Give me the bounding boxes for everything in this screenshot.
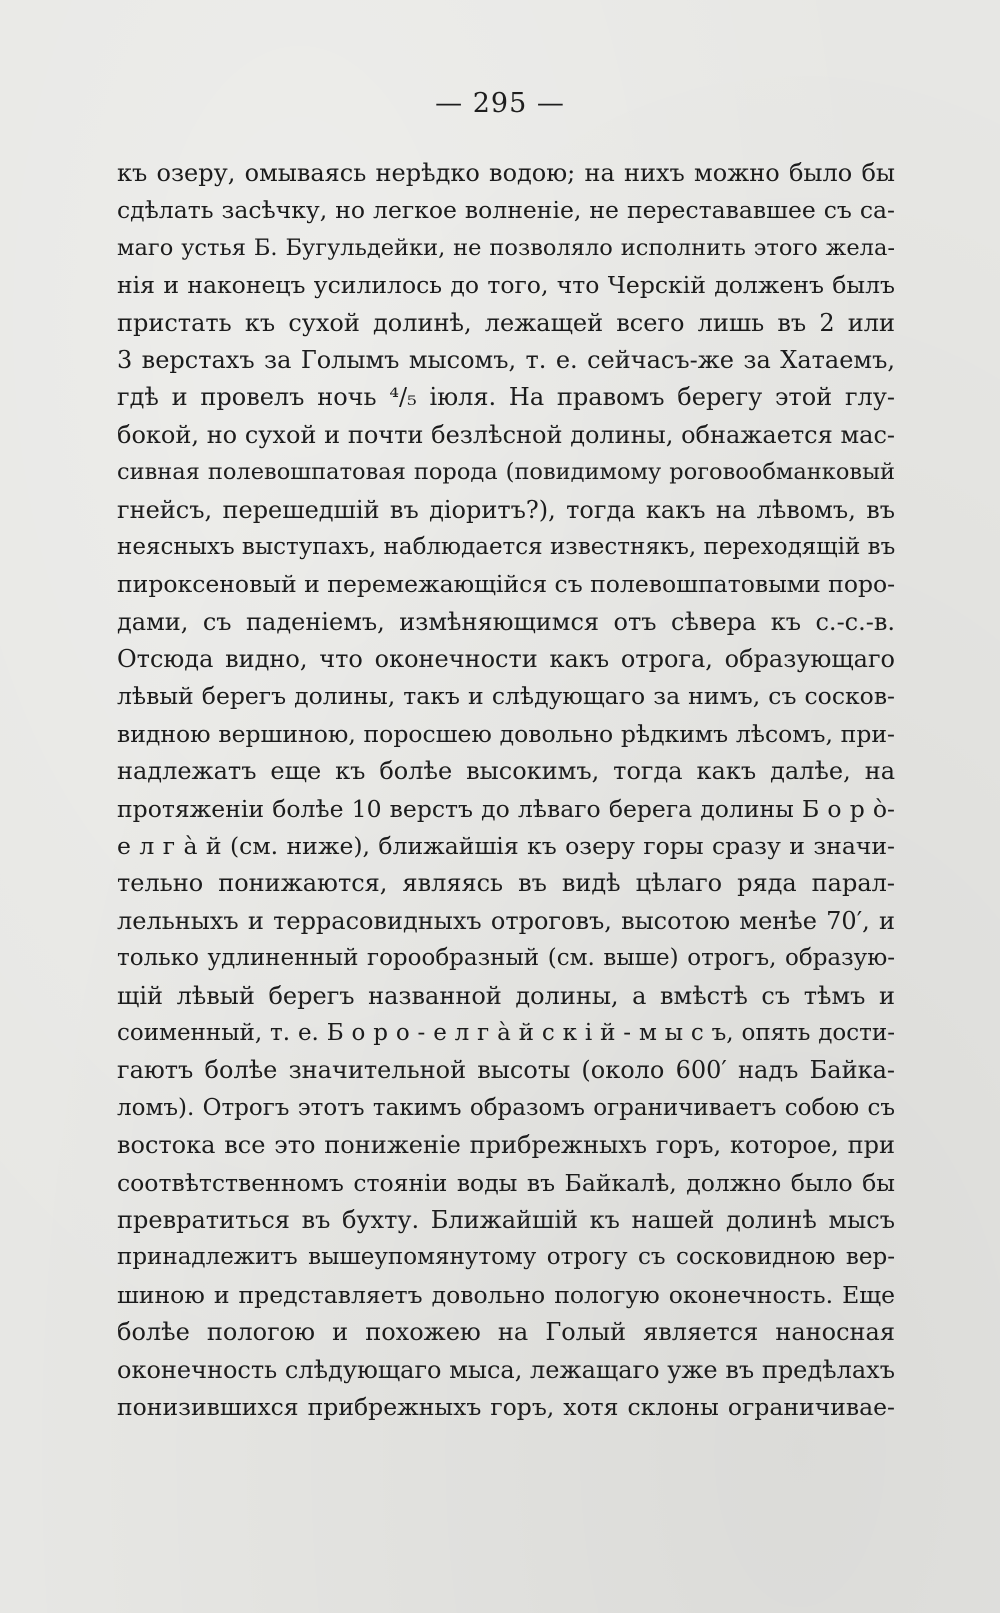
body-text (117, 155, 895, 1426)
text-line: Отсюда видно, что оконечности какъ отрога, образующаго (117, 645, 895, 674)
text-line: ломъ). Отрогъ этотъ такимъ образомъ ограничиваетъ собою съ (117, 1094, 895, 1121)
text-line: только удлиненный горообразный (см. выше) отрогъ, образую- (117, 945, 895, 972)
text-line: видною вершиною, поросшею довольно рѣдкимъ лѣсомъ, при- (117, 719, 895, 748)
text-line: дами, съ паденіемъ, измѣняющимся отъ сѣвера къ с.-с.-в. (117, 607, 895, 636)
text-line: сивная полевошпатовая порода (повидимому роговообманковый (117, 459, 895, 486)
text-line: пироксеновый и перемежающійся съ полевошпатовыми поро- (117, 570, 895, 599)
text-line: оконечность слѣдующаго мыса, лежащаго уже въ предѣлахъ (117, 1355, 895, 1384)
text-line: востока все это пониженіе прибрежныхъ горъ, которое, при (117, 1131, 895, 1160)
text-line: тельно понижаются, являясь въ видѣ цѣлаго ряда парал- (117, 869, 895, 898)
text-line: къ озеру, омываясь нерѣдко водою; на нихъ можно было бы (117, 159, 895, 187)
text-line: соименный, т. е. Б о р о - е л г а̀ й с к і й - м ы с ъ, опять дости- (117, 1019, 895, 1046)
text-line: маго устья Б. Бугульдейки, не позволяло исполнить этого жела- (117, 234, 895, 261)
text-line: сдѣлать засѣчку, но легкое волненіе, не перестававшее съ са- (117, 196, 895, 225)
text-line: превратиться въ бухту. Ближайшій къ нашей долинѣ мысъ (117, 1205, 895, 1234)
text-line: 3 верстахъ за Голымъ мысомъ, т. е. сейчасъ-же за Хатаемъ, (117, 345, 895, 374)
text-line: пристать къ сухой долинѣ, лежащей всего лишь въ 2 или (117, 308, 895, 337)
text-line: принадлежитъ вышеупомянутому отрогу съ сосковидною вер- (117, 1244, 895, 1271)
page-number: — 295 — (435, 88, 565, 119)
text-line: болѣе пологою и похожею на Голый является наносная (117, 1318, 895, 1347)
text-line: нія и наконецъ усилилось до того, что Черскій долженъ былъ (117, 271, 895, 300)
text-line: гаютъ болѣе значительной высоты (около 600′ надъ Байка- (117, 1056, 895, 1085)
text-line: надлежатъ еще къ болѣе высокимъ, тогда какъ далѣе, на (117, 757, 895, 786)
text-line: гнейсъ, перешедшій въ діоритъ?), тогда какъ на лѣвомъ, въ (117, 495, 895, 524)
text-line: понизившихся прибрежныхъ горъ, хотя склоны ограничивае- (117, 1392, 895, 1421)
text-line: бокой, но сухой и почти безлѣсной долины, обнажается мас- (117, 420, 895, 449)
text-line: лѣвый берегъ долины, такъ и слѣдующаго за нимъ, съ сосков- (117, 682, 895, 711)
text-line: е л г а̀ й (см. ниже), ближайшія къ озеру горы сразу и значи- (117, 832, 895, 861)
text-line: соотвѣтственномъ стояніи воды въ Байкалѣ, должно было бы (117, 1168, 895, 1197)
text-line: гдѣ и провелъ ночь ⁴/₅ іюля. На правомъ берегу этой глу- (117, 383, 895, 412)
text-line: щій лѣвый берегъ названной долины, а вмѣстѣ съ тѣмъ и (117, 981, 895, 1010)
text-line: неясныхъ выступахъ, наблюдается известнякъ, переходящій въ (117, 533, 895, 560)
text-line: шиною и представляетъ довольно пологую оконечность. Еще (117, 1280, 895, 1309)
text-line: лельныхъ и террасовидныхъ отроговъ, высотою менѣе 70′, и (117, 906, 895, 935)
text-line: протяженіи болѣе 10 верстъ до лѣваго берега долины Б о р о̀- (117, 794, 895, 823)
